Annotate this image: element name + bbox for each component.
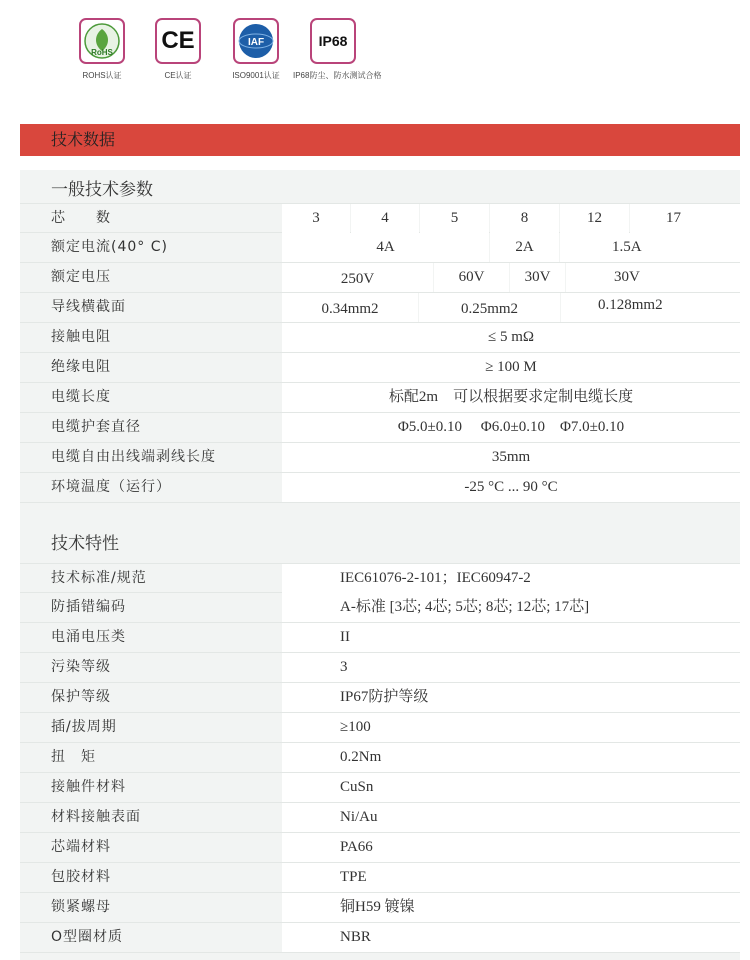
ip68-caption: IP68防尘、防水测试合格 bbox=[293, 71, 382, 80]
feature-label: 污染等级 bbox=[51, 659, 111, 675]
feature-value: 铜H59 镀镍 bbox=[340, 899, 415, 915]
rohs-caption: ROHS认证 bbox=[82, 71, 122, 80]
cross-cell bbox=[419, 293, 560, 322]
row-ambient-temp bbox=[20, 473, 740, 503]
row-cores bbox=[20, 203, 740, 233]
row-rated-current bbox=[20, 233, 740, 263]
feature-row bbox=[20, 833, 740, 863]
current-cell bbox=[560, 233, 740, 262]
feature-row bbox=[20, 743, 740, 773]
strip-length-label: 电缆自由出线端剥线长度 bbox=[51, 449, 216, 465]
ambient-temp-value: -25 °C ... 90 °C bbox=[464, 479, 558, 495]
feature-value-cell bbox=[282, 833, 740, 862]
cores-value: 3 bbox=[312, 210, 320, 226]
cross-value: 0.128mm2 bbox=[598, 297, 663, 313]
feature-value-cell bbox=[282, 773, 740, 802]
feature-value-cell bbox=[282, 893, 740, 922]
feature-value: IEC61076-2-101；IEC60947-2 bbox=[340, 570, 531, 586]
feature-value: ≥100 bbox=[340, 719, 371, 735]
contact-resistance-value: ≤ 5 mΩ bbox=[487, 329, 535, 345]
feature-row bbox=[20, 683, 740, 713]
cores-label: 芯 数 bbox=[51, 210, 111, 226]
feature-value: CuSn bbox=[340, 779, 374, 795]
cable-length-cell bbox=[282, 383, 740, 412]
contact-resistance-cell bbox=[282, 323, 740, 352]
row-contact-resistance bbox=[20, 323, 740, 353]
feature-label: 插/拔周期 bbox=[51, 719, 117, 735]
feature-row bbox=[20, 893, 740, 923]
cores-value: 17 bbox=[666, 210, 681, 226]
contact-resistance-label: 接触电阻 bbox=[51, 329, 111, 345]
iaf-caption: ISO9001认证 bbox=[232, 71, 280, 80]
cross-cell bbox=[561, 293, 740, 322]
insulation-resistance-value: ≥ 100 M bbox=[485, 359, 537, 375]
feature-value: 0.2Nm bbox=[340, 749, 382, 765]
cores-cell bbox=[630, 204, 740, 233]
current-value: 4A bbox=[376, 239, 395, 255]
feature-row bbox=[20, 593, 740, 623]
cross-value: 0.34mm2 bbox=[321, 301, 379, 317]
row-cross-section bbox=[20, 293, 740, 323]
feature-value: PA66 bbox=[340, 839, 373, 855]
iaf-icon bbox=[233, 18, 279, 64]
current-cell bbox=[490, 233, 559, 262]
feature-label: 包胶材料 bbox=[51, 869, 111, 885]
strip-length-value: 35mm bbox=[491, 449, 531, 465]
cores-value: 8 bbox=[520, 210, 529, 226]
feature-label: 锁紧螺母 bbox=[51, 899, 111, 915]
feature-value: NBR bbox=[340, 929, 371, 945]
sheath-diameter-cell bbox=[282, 413, 740, 442]
feature-value-cell bbox=[282, 593, 740, 622]
feature-value: A-标准 [3芯; 4芯; 5芯; 8芯; 12芯; 17芯] bbox=[340, 599, 590, 615]
feature-value-cell bbox=[282, 713, 740, 742]
row-insulation-resistance bbox=[20, 353, 740, 383]
insulation-resistance-cell bbox=[282, 353, 740, 382]
rated-current-label: 额定电流(40° C) bbox=[51, 239, 168, 255]
feature-value-cell bbox=[282, 623, 740, 652]
cross-cell bbox=[282, 293, 418, 322]
ambient-temp-label: 环境温度（运行） bbox=[51, 479, 171, 495]
feature-row bbox=[20, 653, 740, 683]
current-value: 1.5A bbox=[612, 239, 642, 255]
feature-label: 材料接触表面 bbox=[51, 809, 141, 825]
feature-row bbox=[20, 863, 740, 893]
feature-value: 3 bbox=[340, 659, 348, 675]
ip68-icon bbox=[310, 18, 356, 64]
cores-value: 4 bbox=[381, 210, 389, 226]
cable-length-label: 电缆长度 bbox=[51, 389, 111, 405]
voltage-cell bbox=[434, 263, 509, 292]
ambient-temp-cell bbox=[282, 473, 740, 502]
certification-badges bbox=[0, 18, 750, 98]
feature-row bbox=[20, 563, 740, 593]
rated-voltage-label: 额定电压 bbox=[51, 269, 111, 285]
feature-label: O型圈材质 bbox=[51, 929, 124, 945]
row-strip-length bbox=[20, 443, 740, 473]
voltage-value: 30V bbox=[614, 269, 640, 285]
ip68-badge-text: IP68 bbox=[318, 33, 348, 49]
feature-row bbox=[20, 803, 740, 833]
feature-label: 接触件材料 bbox=[51, 779, 126, 795]
features-title: 技术特性 bbox=[51, 534, 119, 554]
current-value: 2A bbox=[515, 239, 534, 255]
row-rated-voltage bbox=[20, 263, 740, 293]
feature-row bbox=[20, 773, 740, 803]
voltage-value: 60V bbox=[458, 269, 485, 285]
cores-cell bbox=[490, 204, 559, 233]
voltage-value: 30V bbox=[524, 269, 551, 285]
feature-row bbox=[20, 623, 740, 653]
feature-label: 芯端材料 bbox=[51, 839, 111, 855]
voltage-cell bbox=[566, 263, 740, 292]
feature-label: 技术标准/规范 bbox=[51, 570, 147, 586]
cable-length-value: 标配2m 可以根据要求定制电缆长度 bbox=[388, 389, 634, 405]
current-cell bbox=[282, 233, 489, 262]
feature-value-cell bbox=[282, 743, 740, 772]
feature-value-cell bbox=[282, 863, 740, 892]
cores-cell bbox=[351, 204, 419, 233]
feature-row bbox=[20, 713, 740, 743]
cores-value: 12 bbox=[587, 210, 602, 226]
feature-value-cell bbox=[282, 653, 740, 682]
rohs-cert bbox=[62, 18, 142, 81]
strip-length-cell bbox=[282, 443, 740, 472]
sheath-diameter-label: 电缆护套直径 bbox=[51, 419, 141, 435]
iaf-cert bbox=[216, 18, 296, 81]
voltage-cell bbox=[510, 263, 565, 292]
feature-value: II bbox=[340, 629, 350, 645]
rohs-badge-text: RoHS bbox=[91, 48, 113, 57]
section-banner: 技术数据 bbox=[20, 124, 740, 156]
feature-label: 保护等级 bbox=[51, 689, 111, 705]
feature-row bbox=[20, 923, 740, 953]
voltage-cell bbox=[282, 263, 433, 292]
feature-value-cell bbox=[282, 564, 740, 593]
cores-cell bbox=[420, 204, 489, 233]
feature-label: 防插错编码 bbox=[51, 599, 126, 615]
iaf-badge-text: IAF bbox=[247, 37, 265, 48]
feature-value-cell bbox=[282, 923, 740, 952]
cores-cell bbox=[282, 204, 350, 233]
row-cable-length bbox=[20, 383, 740, 413]
spec-panel bbox=[20, 170, 740, 960]
feature-value: IP67防护等级 bbox=[340, 689, 429, 705]
cores-value: 5 bbox=[450, 210, 459, 226]
row-sheath-diameter bbox=[20, 413, 740, 443]
ce-caption: CE认证 bbox=[164, 71, 192, 80]
feature-value: Ni/Au bbox=[340, 809, 378, 825]
voltage-value: 250V bbox=[340, 271, 375, 287]
ip68-cert bbox=[293, 18, 382, 81]
feature-label: 电涌电压类 bbox=[51, 629, 126, 645]
feature-label: 扭 矩 bbox=[51, 749, 96, 765]
general-params-title: 一般技术参数 bbox=[51, 180, 153, 200]
feature-value-cell bbox=[282, 683, 740, 712]
cross-value: 0.25mm2 bbox=[460, 301, 519, 317]
ce-cert bbox=[138, 18, 218, 81]
ce-icon bbox=[155, 18, 201, 64]
sheath-diameter-value: Φ5.0±0.10 Φ6.0±0.10 Φ7.0±0.10 bbox=[397, 419, 625, 435]
cores-cell bbox=[560, 204, 629, 233]
insulation-resistance-label: 绝缘电阻 bbox=[51, 359, 111, 375]
feature-value-cell bbox=[282, 803, 740, 832]
rohs-icon bbox=[79, 18, 125, 64]
ce-badge-text: CE bbox=[161, 27, 195, 54]
feature-value: TPE bbox=[340, 869, 367, 885]
cross-section-label: 导线横截面 bbox=[51, 299, 126, 315]
